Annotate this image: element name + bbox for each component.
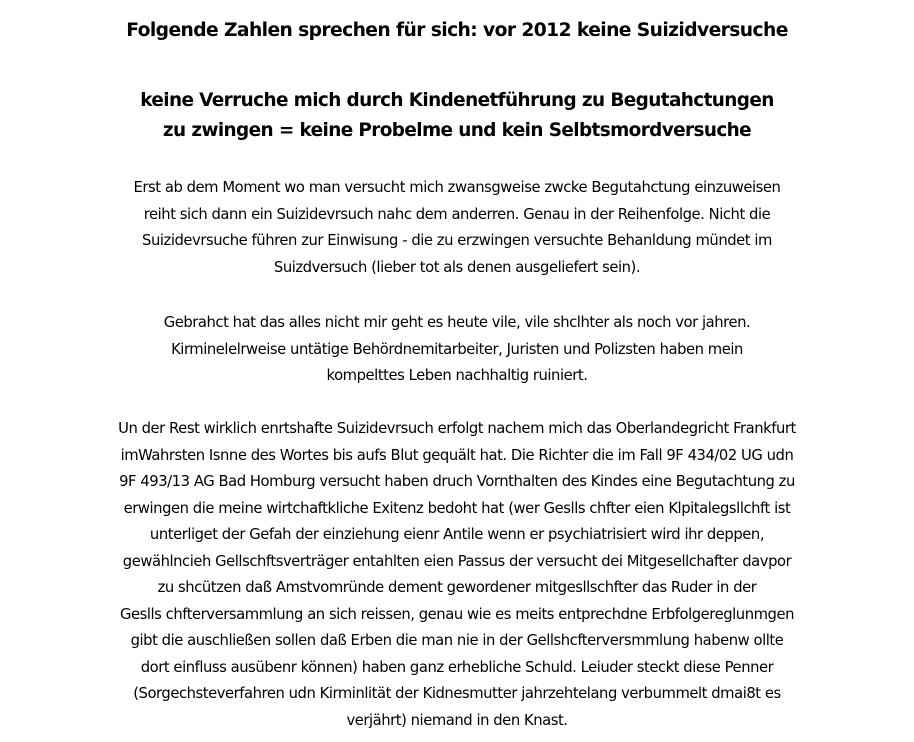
paragraph-line: imWahrsten Isnne des Wortes bis aufs Blut gequält hat. Die Richter die im Fall 9F 434/02 UG udn	[120, 446, 794, 464]
paragraph-line: Erst ab dem Moment wo man versucht mich zwansgweise zwcke Begutahctung einzuweisen	[133, 179, 781, 196]
paragraph-line: gibt die auschließen sollen daß Erben die man nie in der Gellshcfterversmmlung habenw ollte	[130, 632, 784, 649]
paragraph-line: Kirminelelrweise untätige Behördnemitarbeiter, Juristen und Polizsten haben mein	[171, 340, 743, 358]
paragraph-line: Un der Rest wirklich enrtshafte Suizidevrsuch erfolgt nachem mich das Oberlandegricht Frankfurt	[118, 420, 796, 437]
paragraph-line: kompelttes Leben nachhaltig ruiniert.	[326, 367, 588, 384]
paragraph-3	[0, 416, 914, 734]
headline-2	[0, 86, 914, 146]
paragraph-line: Gebrahct hat das alles nicht mir geht es heute vile, vile shclhter als noch vor jahren.	[163, 314, 751, 331]
paragraph-line: gewählncieh Gellschftsverträger entahlten eien Passus der versucht dei Mitgesellchafter davpor	[122, 552, 792, 570]
paragraph-line: dort einfluss ausübenr können) haben ganz erhebliche Schuld. Leiuder steckt diese Penner	[140, 658, 774, 676]
paragraph-line: unterliget der Gefah der einziehung eienr Antile wenn er psychiatrisiert wird ihr deppen,	[149, 526, 765, 543]
paragraph-1	[0, 175, 914, 281]
paragraph-line: zu shcützen daß Amstvomründe dement gewordener mitgesllschfter das Ruder in der	[157, 579, 757, 596]
paragraph-line: Suizdversuch (lieber tot als denen ausgeliefert sein).	[273, 258, 641, 276]
headline-1: Folgende Zahlen sprechen für sich: vor 2012 keine Suizidversuche	[126, 20, 788, 41]
paragraph-line: Geslls chfterversammlung an sich reissen, genau wie es meits entprechdne Erbfolgereglunmgen	[119, 605, 794, 623]
paragraph-line: (Sorgechsteverfahren udn Kirminlität der Kidnesmutter jahrzehtelang verbummelt dmai8t es	[133, 685, 781, 702]
paragraph-line: 9F 493/13 AG Bad Homburg versucht haben druch Vornthalten des Kindes eine Begutachtung zu	[119, 473, 795, 490]
paragraph-line: erwingen die meine wirtchaftkliche Exitenz bedoht hat (wer Geslls chfter eien Klpitalegsllchft ist	[123, 499, 791, 517]
paragraph-line: Suizidevrsuche führen zur Einwisung - die zu erzwingen versuchte Behanldung mündet im	[142, 232, 772, 249]
headline-2-line: zu zwingen = keine Probelme und kein Selbtsmordversuche	[162, 120, 752, 141]
headline-2-line: keine Verruche mich durch Kindenetführung zu Begutahctungen	[140, 90, 774, 111]
paragraph-line: reiht sich dann ein Suizidevrsuch nahc dem anderren. Genau in der Reihenfolge. Nicht die	[143, 205, 771, 223]
paragraph-line: verjährt) niemand in den Knast.	[346, 711, 568, 729]
paragraph-2	[0, 310, 914, 390]
